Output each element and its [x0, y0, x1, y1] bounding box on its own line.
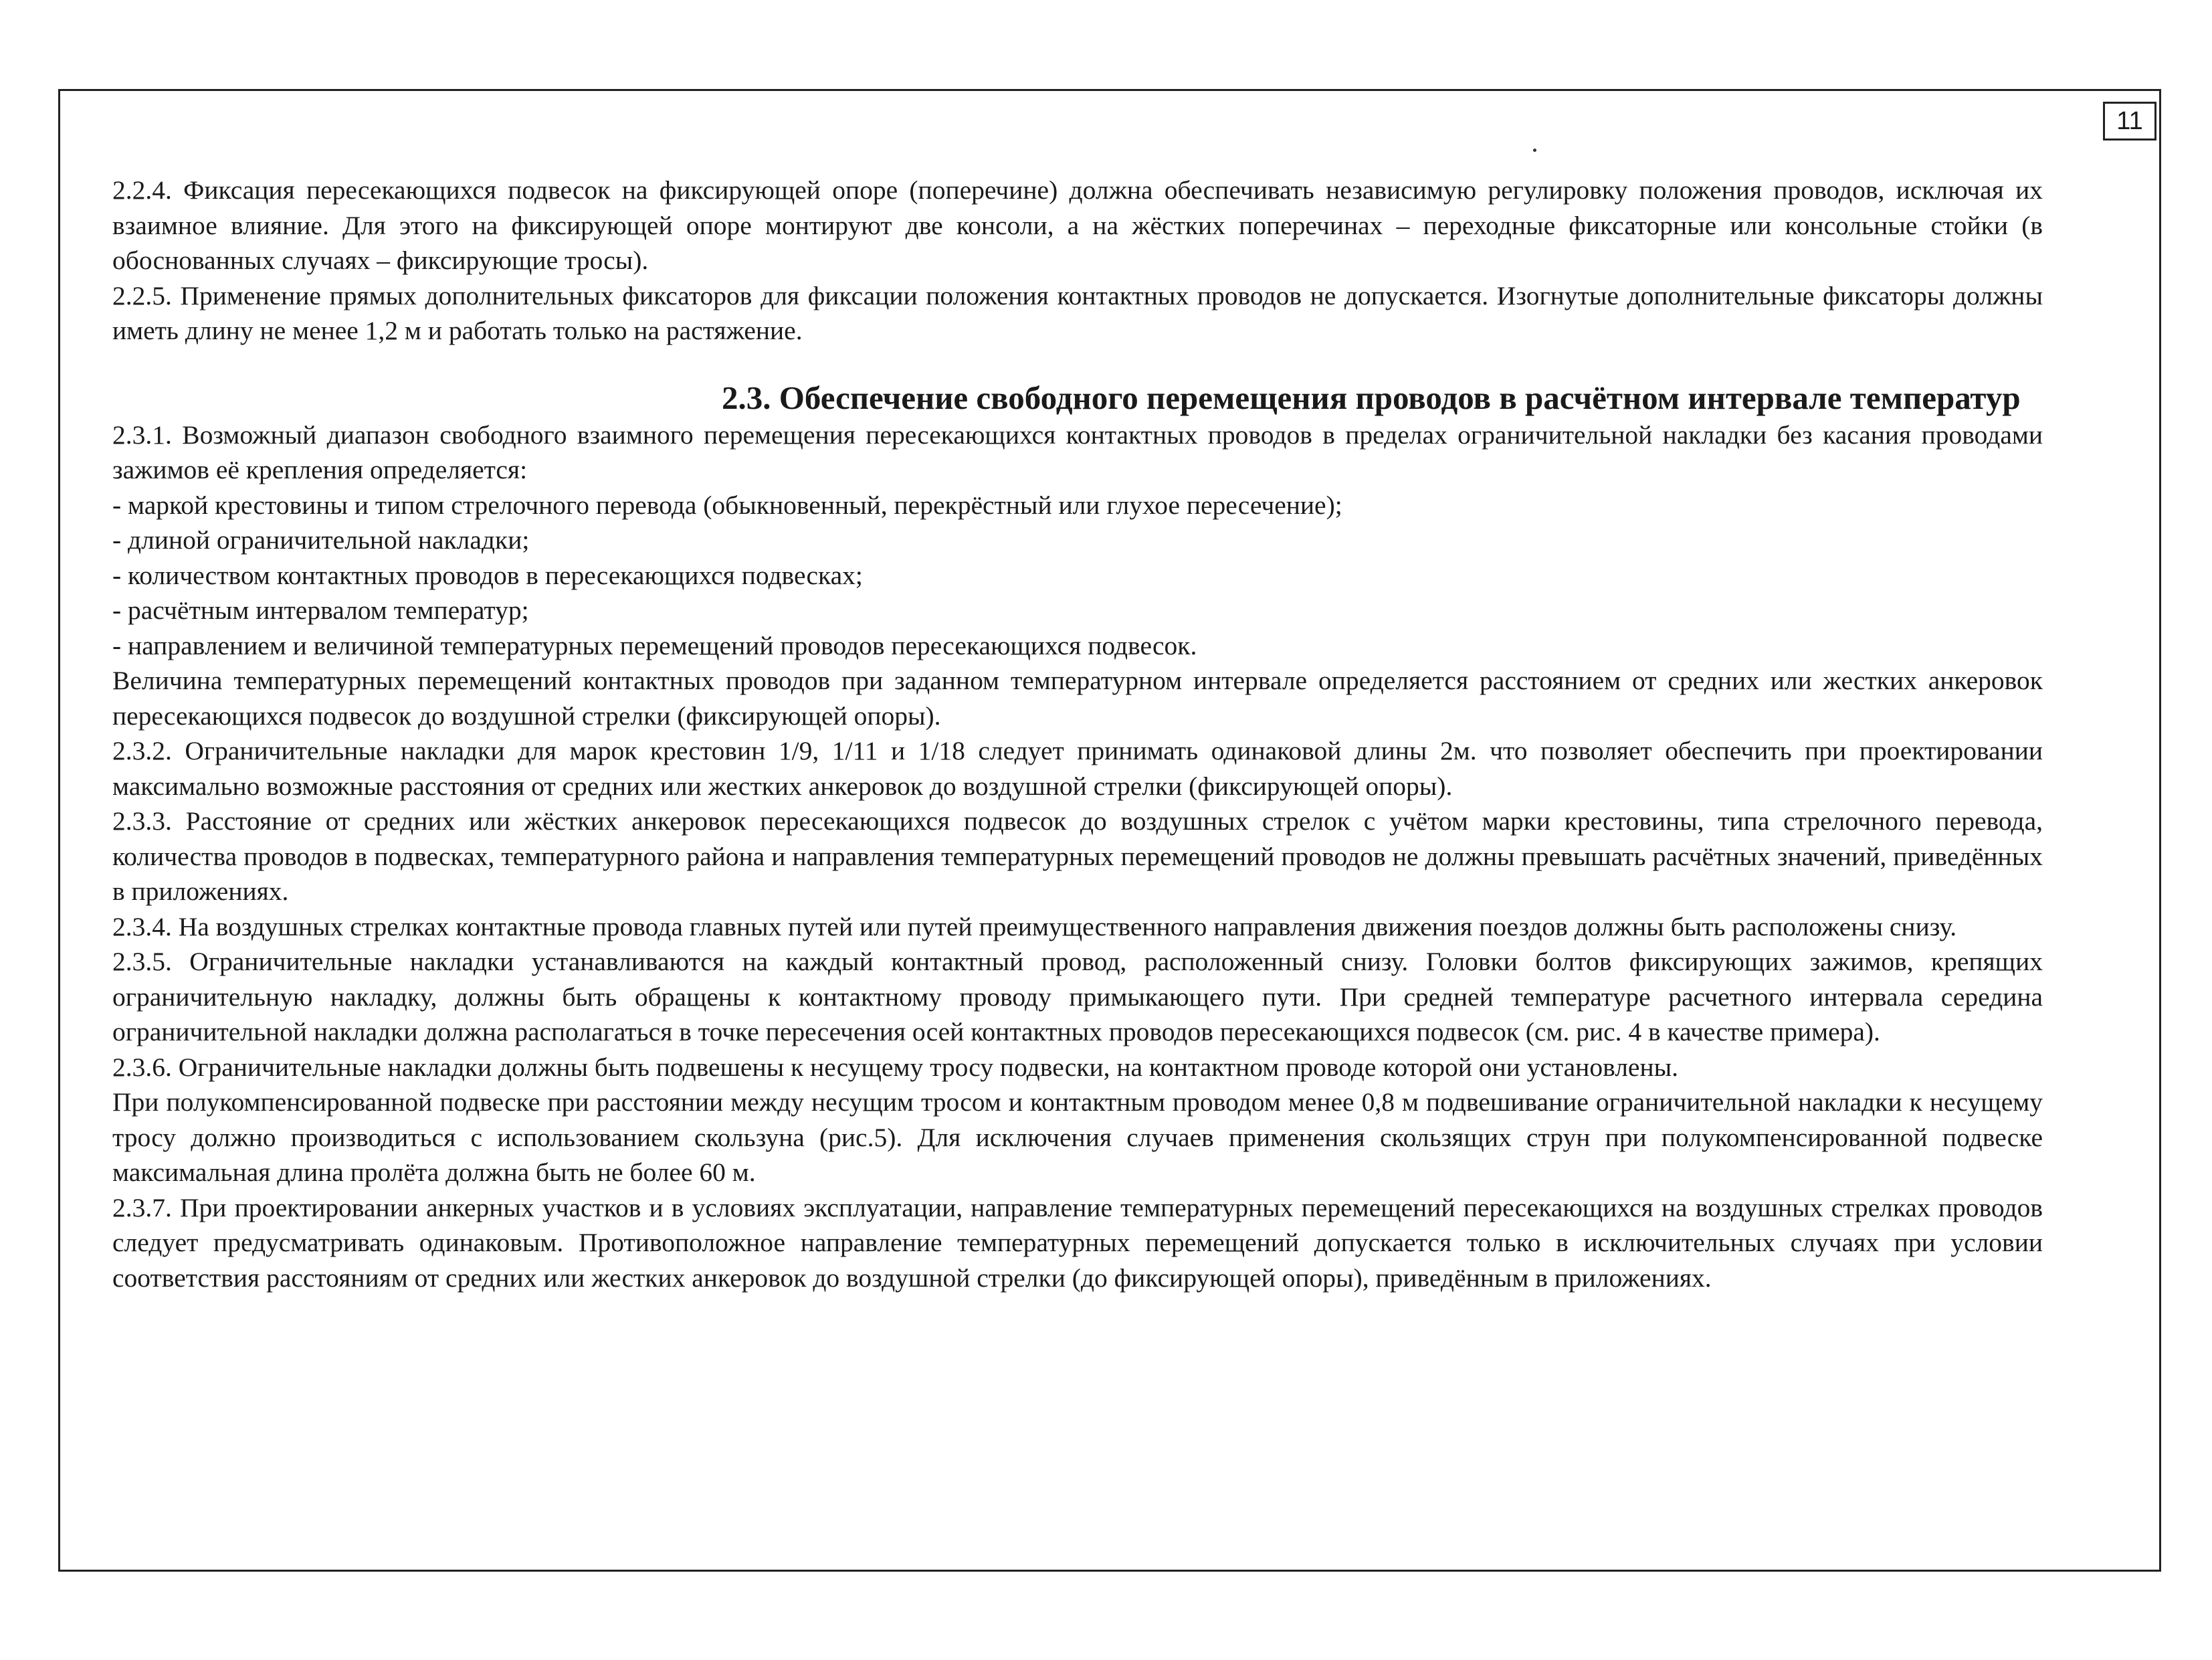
paragraph-2-2-5: 2.2.5. Применение прямых дополнительных фиксаторов для фиксации положения контактных проводов не допускается. Изогнутые дополнительные фиксаторы должны иметь длину не менее 1,2 м и работать только на растяжение.	[112, 280, 2043, 345]
list-item: - расчётным интервалом температур;	[112, 595, 529, 625]
page-number: 11	[2103, 102, 2156, 141]
paragraph-2-3-6-note: При полукомпенсированной подвеске при расстоянии между несущим тросом и контактным проводом менее 0,8 м подвешивание ограничительной накладки к несущему тросу должно производиться с использованием скользуна (рис.5). Для исключения случаев применения скользящих струн при полукомпенсированной подвеске максимальная длина пролёта должна быть не более 60 м.	[112, 1087, 2043, 1187]
paragraph-2-3-6: 2.3.6. Ограничительные накладки должны быть подвешены к несущему тросу подвески, на контактном проводе которой они установлены.	[112, 1052, 1678, 1082]
document-body	[112, 173, 2043, 1295]
list-item: - длиной ограничительной накладки;	[112, 525, 530, 555]
paragraph-2-3-1-note: Величина температурных перемещений контактных проводов при заданном температурном интервале определяется расстоянием от средних или жестких анкеровок пересекающихся подвесок до воздушной стрелки (фиксирующей опоры).	[112, 666, 2043, 731]
paragraph-2-3-5: 2.3.5. Ограничительные накладки устанавливаются на каждый контактный провод, расположенный снизу. Головки болтов фиксирующих зажимов, крепящих ограничительную накладку, должны быть обращены к контактному проводу примыкающего пути. При средней температуре расчетного интервала середина ограничительной накладки должна располагаться в точке пересечения осей контактных проводов пересекающихся подвесок (см. рис. 4 в качестве примера).	[112, 947, 2043, 1046]
paragraph-2-3-3: 2.3.3. Расстояние от средних или жёстких анкеровок пересекающихся подвесок до воздушных стрелок с учётом марки крестовины, типа стрелочного перевода, количества проводов в подвесках, температурного района и направления температурных перемещений проводов не должны превышать расчётных значений, приведённых в приложениях.	[112, 806, 2043, 906]
list-item: - направлением и величиной температурных перемещений проводов пересекающихся подвесок.	[112, 630, 1197, 660]
paragraph-2-3-1: 2.3.1. Возможный диапазон свободного взаимного перемещения пересекающихся контактных проводов в пределах ограничительной накладки без касания проводами зажимов её крепления определяется:	[112, 420, 2043, 484]
section-heading-2-3: 2.3. Обеспечение свободного перемещения проводов в расчётном интервале температур	[722, 379, 2021, 416]
paragraph-2-3-7: 2.3.7. При проектировании анкерных участков и в условиях эксплуатации, направление температурных перемещений пересекающихся на воздушных стрелках проводов следует предусматривать одинаковым. Противоположное направление температурных перемещений допускается только в исключительных случаях при условии соответствия расстояниям от средних или жестких анкеровок до воздушной стрелки (до фиксирующей опоры), приведённым в приложениях.	[112, 1192, 2043, 1293]
list-item: - количеством контактных проводов в пересекающихся подвесках;	[112, 560, 863, 590]
paragraph-2-3-4: 2.3.4. На воздушных стрелках контактные провода главных путей или путей преимущественного направления движения поездов должны быть расположены снизу.	[112, 911, 1957, 941]
paragraph-2-3-2: 2.3.2. Ограничительные накладки для марок крестовин 1/9, 1/11 и 1/18 следует принимать одинаковой длины 2м. что позволяет обеспечить при проектировании максимально возможные расстояния от средних или жестких анкеровок до воздушной стрелки (фиксирующей опоры).	[112, 736, 2043, 801]
scan-speck	[1533, 149, 1536, 152]
paragraph-2-2-4: 2.2.4. Фиксация пересекающихся подвесок на фиксирующей опоре (поперечине) должна обеспечивать независимую регулировку положения проводов, исключая их взаимное влияние. Для этого на фиксирующей опоре монтируют две консоли, а на жёстких поперечинах – переходные фиксаторные или консольные стойки (в обоснованных случаях – фиксирующие тросы).	[112, 175, 2043, 275]
list-item: - маркой крестовины и типом стрелочного перевода (обыкновенный, перекрёстный или глухое пересечение);	[112, 490, 1342, 520]
